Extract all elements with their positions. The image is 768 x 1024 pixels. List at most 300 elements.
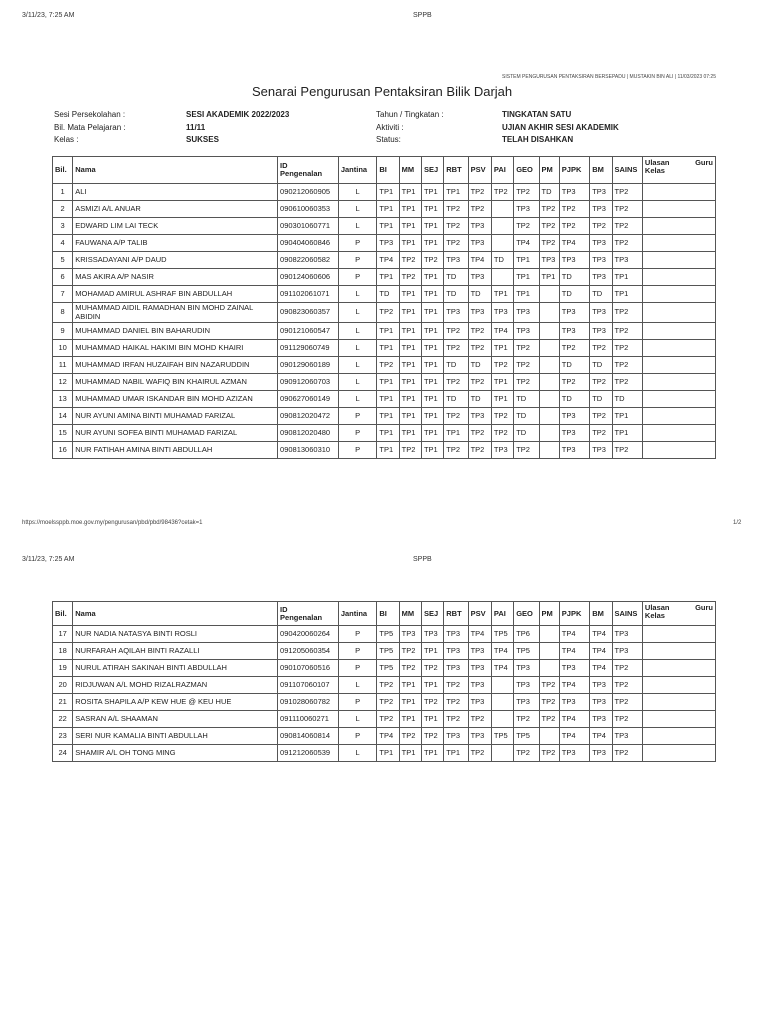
cell-sains: TP2 xyxy=(612,374,642,391)
cell-rbt: TP2 xyxy=(444,374,468,391)
cell-nama: MUHAMMAD UMAR ISKANDAR BIN MOHD AZIZAN xyxy=(73,391,278,408)
table-row xyxy=(53,626,716,643)
cell-rbt: TP3 xyxy=(444,660,468,677)
cell-sej: TP3 xyxy=(421,626,443,643)
status-label: Status: xyxy=(376,135,401,144)
cell-bm: TP3 xyxy=(590,252,612,269)
cell-pjpk: TP2 xyxy=(559,374,589,391)
cell-sains: TP3 xyxy=(612,626,642,643)
cell-ulasan xyxy=(642,218,715,235)
cell-rbt: TD xyxy=(444,391,468,408)
cell-bil: 24 xyxy=(53,745,73,762)
cell-bm: TD xyxy=(590,391,612,408)
cell-mm: TP2 xyxy=(399,252,421,269)
cell-rbt: TD xyxy=(444,269,468,286)
cell-bm: TP3 xyxy=(590,745,612,762)
cell-pai: TP3 xyxy=(491,303,513,323)
cell-ulasan xyxy=(642,626,715,643)
cell-ulasan xyxy=(642,643,715,660)
cell-nama: MUHAMMAD IRFAN HUZAIFAH BIN NAZARUDDIN xyxy=(73,357,278,374)
cell-sej: TP1 xyxy=(421,303,443,323)
col-jantina: Jantina xyxy=(338,157,377,184)
cell-rbt: TP2 xyxy=(444,408,468,425)
cell-geo: TP3 xyxy=(514,201,539,218)
cell-jantina: L xyxy=(338,677,377,694)
cell-geo: TP2 xyxy=(514,218,539,235)
col-pm: PM xyxy=(539,157,559,184)
cell-id: 090404060846 xyxy=(278,235,339,252)
aktiviti-value: UJIAN AKHIR SESI AKADEMIK xyxy=(502,123,619,132)
cell-geo: TP4 xyxy=(514,235,539,252)
cell-id: 091110060271 xyxy=(278,711,339,728)
col-sains: SAINS xyxy=(612,157,642,184)
cell-psv: TP2 xyxy=(468,711,491,728)
table-row xyxy=(53,728,716,745)
cell-sej: TP1 xyxy=(421,711,443,728)
col-bil: Bil. xyxy=(53,602,73,626)
cell-nama: EDWARD LIM LAI TECK xyxy=(73,218,278,235)
cell-geo: TP5 xyxy=(514,643,539,660)
cell-id: 091212060539 xyxy=(278,745,339,762)
cell-nama: MOHAMAD AMIRUL ASHRAF BIN ABDULLAH xyxy=(73,286,278,303)
cell-nama: SHAMIR A/L OH TONG MING xyxy=(73,745,278,762)
print-timestamp: 3/11/23, 7:25 AM xyxy=(22,12,75,19)
cell-pm: TP2 xyxy=(539,677,559,694)
cell-bm: TP3 xyxy=(590,184,612,201)
cell-nama: MUHAMMAD DANIEL BIN BAHARUDIN xyxy=(73,323,278,340)
cell-pai xyxy=(491,694,513,711)
print-header-title-page2: SPPB xyxy=(413,556,432,563)
cell-pm: TP2 xyxy=(539,235,559,252)
cell-pm: TP1 xyxy=(539,269,559,286)
cell-jantina: L xyxy=(338,323,377,340)
cell-geo: TP3 xyxy=(514,677,539,694)
cell-mm: TP1 xyxy=(399,184,421,201)
cell-bm: TP3 xyxy=(590,269,612,286)
cell-pjpk: TP3 xyxy=(559,660,589,677)
cell-bil: 14 xyxy=(53,408,73,425)
cell-rbt: TP2 xyxy=(444,235,468,252)
cell-pm xyxy=(539,728,559,745)
cell-psv: TP3 xyxy=(468,303,491,323)
cell-pai xyxy=(491,269,513,286)
tahun-label: Tahun / Tingkatan : xyxy=(376,110,444,119)
cell-jantina: P xyxy=(338,252,377,269)
cell-jantina: P xyxy=(338,660,377,677)
cell-bil: 15 xyxy=(53,425,73,442)
cell-sains: TP2 xyxy=(612,694,642,711)
col-sej: SEJ xyxy=(421,602,443,626)
cell-pjpk: TP3 xyxy=(559,442,589,459)
cell-geo: TP6 xyxy=(514,626,539,643)
cell-nama: SERI NUR KAMALIA BINTI ABDULLAH xyxy=(73,728,278,745)
cell-id: 091102061071 xyxy=(278,286,339,303)
col-bm: BM xyxy=(590,602,612,626)
cell-mm: TP2 xyxy=(399,442,421,459)
cell-jantina: L xyxy=(338,391,377,408)
cell-pm xyxy=(539,408,559,425)
cell-sains: TP2 xyxy=(612,677,642,694)
cell-mm: TP1 xyxy=(399,745,421,762)
cell-sains: TP1 xyxy=(612,269,642,286)
cell-sej: TP1 xyxy=(421,374,443,391)
cell-id: 090129060189 xyxy=(278,357,339,374)
cell-pm xyxy=(539,643,559,660)
table-row xyxy=(53,303,716,323)
col-id-line2: Pengenalan xyxy=(280,612,323,622)
cell-psv: TD xyxy=(468,286,491,303)
col-rbt: RBT xyxy=(444,157,468,184)
cell-sains: TP2 xyxy=(612,201,642,218)
cell-bi: TP2 xyxy=(377,677,399,694)
col-nama: Nama xyxy=(73,602,278,626)
cell-geo: TD xyxy=(514,425,539,442)
cell-mm: TP1 xyxy=(399,391,421,408)
cell-sains: TP1 xyxy=(612,286,642,303)
cell-pm: TP2 xyxy=(539,201,559,218)
cell-jantina: P xyxy=(338,425,377,442)
cell-sej: TP1 xyxy=(421,269,443,286)
cell-id: 090124060606 xyxy=(278,269,339,286)
cell-bil: 9 xyxy=(53,323,73,340)
cell-ulasan xyxy=(642,694,715,711)
col-bil: Bil. xyxy=(53,157,73,184)
sesi-value: SESI AKADEMIK 2022/2023 xyxy=(186,110,290,119)
cell-rbt: TP3 xyxy=(444,252,468,269)
cell-ulasan xyxy=(642,286,715,303)
cell-jantina: P xyxy=(338,694,377,711)
cell-pjpk: TP4 xyxy=(559,677,589,694)
cell-psv: TP2 xyxy=(468,745,491,762)
cell-bi: TP1 xyxy=(377,425,399,442)
cell-geo: TP1 xyxy=(514,252,539,269)
cell-bm: TP2 xyxy=(590,374,612,391)
cell-pai xyxy=(491,235,513,252)
table-row xyxy=(53,694,716,711)
tahun-value: TINGKATAN SATU xyxy=(502,110,572,119)
cell-bil: 18 xyxy=(53,643,73,660)
col-rbt: RBT xyxy=(444,602,468,626)
cell-bm: TP2 xyxy=(590,340,612,357)
table-row xyxy=(53,711,716,728)
cell-nama: ROSITA SHAPILA A/P KEW HUE @ KEU HUE xyxy=(73,694,278,711)
cell-pai: TP2 xyxy=(491,408,513,425)
cell-sains: TP2 xyxy=(612,340,642,357)
col-ulasan-line2: Guru xyxy=(695,603,713,612)
cell-bi: TP2 xyxy=(377,694,399,711)
cell-id: 091129060749 xyxy=(278,340,339,357)
cell-psv: TP2 xyxy=(468,340,491,357)
cell-mm: TP2 xyxy=(399,728,421,745)
cell-pjpk: TP3 xyxy=(559,745,589,762)
col-id-line1: ID xyxy=(280,604,288,614)
table-row xyxy=(53,391,716,408)
col-ulasan-line1: Ulasan xyxy=(644,158,670,167)
cell-jantina: P xyxy=(338,408,377,425)
cell-mm: TP1 xyxy=(399,323,421,340)
col-nama: Nama xyxy=(73,157,278,184)
cell-bil: 3 xyxy=(53,218,73,235)
cell-sains: TP1 xyxy=(612,425,642,442)
cell-pai: TD xyxy=(491,252,513,269)
cell-nama: FAUWANA A/P TALIB xyxy=(73,235,278,252)
bil-label: Bil. Mata Pelajaran : xyxy=(54,123,126,132)
col-pjpk: PJPK xyxy=(559,602,589,626)
col-geo: GEO xyxy=(514,602,539,626)
cell-ulasan xyxy=(642,374,715,391)
col-ulasan-line3: Kelas xyxy=(644,166,665,175)
cell-pjpk: TD xyxy=(559,286,589,303)
cell-pjpk: TD xyxy=(559,391,589,408)
cell-psv: TP3 xyxy=(468,677,491,694)
cell-bil: 10 xyxy=(53,340,73,357)
col-bi: BI xyxy=(377,157,399,184)
cell-ulasan xyxy=(642,391,715,408)
cell-bil: 19 xyxy=(53,660,73,677)
cell-pm: TD xyxy=(539,184,559,201)
sesi-label: Sesi Persekolahan : xyxy=(54,110,126,119)
cell-id: 090812020480 xyxy=(278,425,339,442)
cell-jantina: L xyxy=(338,374,377,391)
cell-bi: TP1 xyxy=(377,408,399,425)
table-row xyxy=(53,252,716,269)
cell-id: 090813060310 xyxy=(278,442,339,459)
cell-pjpk: TP3 xyxy=(559,425,589,442)
table-row xyxy=(53,357,716,374)
cell-ulasan xyxy=(642,184,715,201)
cell-id: 090823060357 xyxy=(278,303,339,323)
cell-ulasan xyxy=(642,235,715,252)
cell-pm xyxy=(539,286,559,303)
system-line: SISTEM PENGURUSAN PENTAKSIRAN BERSEPADU | MUSTAKIN BIN ALI | 11/03/2023 07:25 xyxy=(502,74,716,80)
cell-psv: TP2 xyxy=(468,323,491,340)
col-ulasan xyxy=(642,602,715,626)
table-row xyxy=(53,745,716,762)
cell-nama: ASMIZI A/L ANUAR xyxy=(73,201,278,218)
col-jantina: Jantina xyxy=(338,602,377,626)
cell-mm: TP1 xyxy=(399,235,421,252)
cell-pm xyxy=(539,374,559,391)
table-row xyxy=(53,408,716,425)
cell-nama: NUR AYUNI AMINA BINTI MUHAMAD FARIZAL xyxy=(73,408,278,425)
cell-bi: TP4 xyxy=(377,728,399,745)
cell-psv: TP3 xyxy=(468,235,491,252)
cell-bm: TP3 xyxy=(590,235,612,252)
cell-bi: TP1 xyxy=(377,184,399,201)
cell-pm xyxy=(539,357,559,374)
cell-bm: TP3 xyxy=(590,694,612,711)
cell-geo: TP2 xyxy=(514,711,539,728)
cell-pm: TP2 xyxy=(539,218,559,235)
cell-sains: TP2 xyxy=(612,442,642,459)
cell-rbt: TP3 xyxy=(444,626,468,643)
cell-rbt: TP2 xyxy=(444,201,468,218)
col-id-line2: Pengenalan xyxy=(280,169,323,178)
cell-psv: TP2 xyxy=(468,374,491,391)
cell-bi: TD xyxy=(377,286,399,303)
col-bi: BI xyxy=(377,602,399,626)
marks-table-page2 xyxy=(52,601,716,762)
cell-mm: TP1 xyxy=(399,711,421,728)
cell-rbt: TP2 xyxy=(444,442,468,459)
col-bm: BM xyxy=(590,157,612,184)
cell-pjpk: TP4 xyxy=(559,235,589,252)
cell-bil: 2 xyxy=(53,201,73,218)
cell-sej: TP1 xyxy=(421,340,443,357)
cell-ulasan xyxy=(642,711,715,728)
cell-mm: TP1 xyxy=(399,677,421,694)
col-pm: PM xyxy=(539,602,559,626)
table-row xyxy=(53,235,716,252)
table-row xyxy=(53,184,716,201)
cell-bm: TP2 xyxy=(590,408,612,425)
cell-sains: TP2 xyxy=(612,184,642,201)
cell-rbt: TP1 xyxy=(444,425,468,442)
cell-ulasan xyxy=(642,408,715,425)
cell-sej: TP1 xyxy=(421,235,443,252)
cell-bil: 23 xyxy=(53,728,73,745)
cell-nama: KRISSADAYANI A/P DAUD xyxy=(73,252,278,269)
cell-bil: 20 xyxy=(53,677,73,694)
cell-nama: ALI xyxy=(73,184,278,201)
cell-pai xyxy=(491,711,513,728)
cell-sej: TP1 xyxy=(421,184,443,201)
col-psv: PSV xyxy=(468,157,491,184)
print-timestamp-page2: 3/11/23, 7:25 AM xyxy=(22,556,75,563)
cell-bm: TD xyxy=(590,286,612,303)
cell-pm xyxy=(539,442,559,459)
table-body-page1 xyxy=(53,184,716,459)
cell-sej: TP1 xyxy=(421,357,443,374)
table-row xyxy=(53,425,716,442)
cell-psv: TP3 xyxy=(468,408,491,425)
marks-table-page1 xyxy=(52,156,716,459)
cell-sains: TP2 xyxy=(612,218,642,235)
cell-jantina: L xyxy=(338,357,377,374)
col-pai: PAI xyxy=(491,157,513,184)
cell-bil: 22 xyxy=(53,711,73,728)
cell-bil: 17 xyxy=(53,626,73,643)
cell-mm: TP2 xyxy=(399,269,421,286)
cell-ulasan xyxy=(642,677,715,694)
cell-mm: TP2 xyxy=(399,643,421,660)
cell-psv: TP2 xyxy=(468,442,491,459)
cell-nama: NUR NADIA NATASYA BINTI ROSLI xyxy=(73,626,278,643)
cell-jantina: L xyxy=(338,286,377,303)
cell-bi: TP2 xyxy=(377,357,399,374)
cell-pai: TP3 xyxy=(491,442,513,459)
cell-id: 090107060516 xyxy=(278,660,339,677)
cell-psv: TD xyxy=(468,357,491,374)
cell-geo: TP2 xyxy=(514,340,539,357)
cell-psv: TP2 xyxy=(468,201,491,218)
cell-ulasan xyxy=(642,252,715,269)
cell-pm: TP2 xyxy=(539,745,559,762)
cell-pai xyxy=(491,745,513,762)
cell-nama: NURFARAH AQILAH BINTI RAZALLI xyxy=(73,643,278,660)
cell-bi: TP5 xyxy=(377,660,399,677)
cell-sains: TP3 xyxy=(612,252,642,269)
cell-psv: TP2 xyxy=(468,425,491,442)
cell-geo: TP3 xyxy=(514,694,539,711)
cell-pai: TP2 xyxy=(491,357,513,374)
cell-jantina: P xyxy=(338,235,377,252)
cell-mm: TP2 xyxy=(399,660,421,677)
table-header-row xyxy=(53,157,716,184)
aktiviti-label: Aktiviti : xyxy=(376,123,404,132)
footer-url: https://moelssppb.moe.gov.my/pengurusan/pbd/pbd/98436?cetak=1 xyxy=(22,520,203,526)
cell-sains: TP2 xyxy=(612,660,642,677)
cell-pm xyxy=(539,391,559,408)
cell-jantina: P xyxy=(338,269,377,286)
cell-id: 090812020472 xyxy=(278,408,339,425)
cell-bil: 7 xyxy=(53,286,73,303)
cell-pai: TP5 xyxy=(491,626,513,643)
cell-pm: TP2 xyxy=(539,711,559,728)
cell-mm: TP1 xyxy=(399,286,421,303)
cell-pjpk: TD xyxy=(559,357,589,374)
cell-pm xyxy=(539,340,559,357)
cell-rbt: TP3 xyxy=(444,643,468,660)
cell-bil: 13 xyxy=(53,391,73,408)
cell-sains: TP2 xyxy=(612,711,642,728)
cell-pjpk: TP2 xyxy=(559,201,589,218)
cell-sains: TP2 xyxy=(612,323,642,340)
table-row xyxy=(53,323,716,340)
cell-pai: TP2 xyxy=(491,184,513,201)
cell-bi: TP1 xyxy=(377,391,399,408)
cell-bm: TP3 xyxy=(590,323,612,340)
cell-nama: SASRAN A/L SHAAMAN xyxy=(73,711,278,728)
cell-bil: 6 xyxy=(53,269,73,286)
cell-geo: TP2 xyxy=(514,184,539,201)
cell-psv: TD xyxy=(468,391,491,408)
cell-mm: TP1 xyxy=(399,340,421,357)
col-psv: PSV xyxy=(468,602,491,626)
cell-bi: TP2 xyxy=(377,711,399,728)
cell-jantina: L xyxy=(338,745,377,762)
cell-jantina: L xyxy=(338,340,377,357)
cell-sej: TP2 xyxy=(421,660,443,677)
cell-pai: TP1 xyxy=(491,374,513,391)
cell-bm: TP4 xyxy=(590,643,612,660)
cell-ulasan xyxy=(642,442,715,459)
cell-bil: 12 xyxy=(53,374,73,391)
cell-bm: TP2 xyxy=(590,425,612,442)
cell-geo: TP2 xyxy=(514,745,539,762)
cell-pjpk: TP4 xyxy=(559,711,589,728)
cell-rbt: TP1 xyxy=(444,184,468,201)
cell-bm: TD xyxy=(590,357,612,374)
cell-mm: TP1 xyxy=(399,303,421,323)
cell-ulasan xyxy=(642,728,715,745)
cell-bm: TP4 xyxy=(590,626,612,643)
table-row xyxy=(53,286,716,303)
cell-ulasan xyxy=(642,425,715,442)
cell-geo: TP3 xyxy=(514,660,539,677)
cell-id: 091205060354 xyxy=(278,643,339,660)
cell-sej: TP1 xyxy=(421,745,443,762)
cell-pm xyxy=(539,323,559,340)
cell-nama: NURUL ATIRAH SAKINAH BINTI ABDULLAH xyxy=(73,660,278,677)
cell-rbt: TP2 xyxy=(444,218,468,235)
cell-geo: TP2 xyxy=(514,374,539,391)
cell-rbt: TP3 xyxy=(444,303,468,323)
cell-jantina: L xyxy=(338,218,377,235)
cell-pjpk: TP4 xyxy=(559,626,589,643)
cell-geo: TP3 xyxy=(514,323,539,340)
cell-bi: TP2 xyxy=(377,303,399,323)
